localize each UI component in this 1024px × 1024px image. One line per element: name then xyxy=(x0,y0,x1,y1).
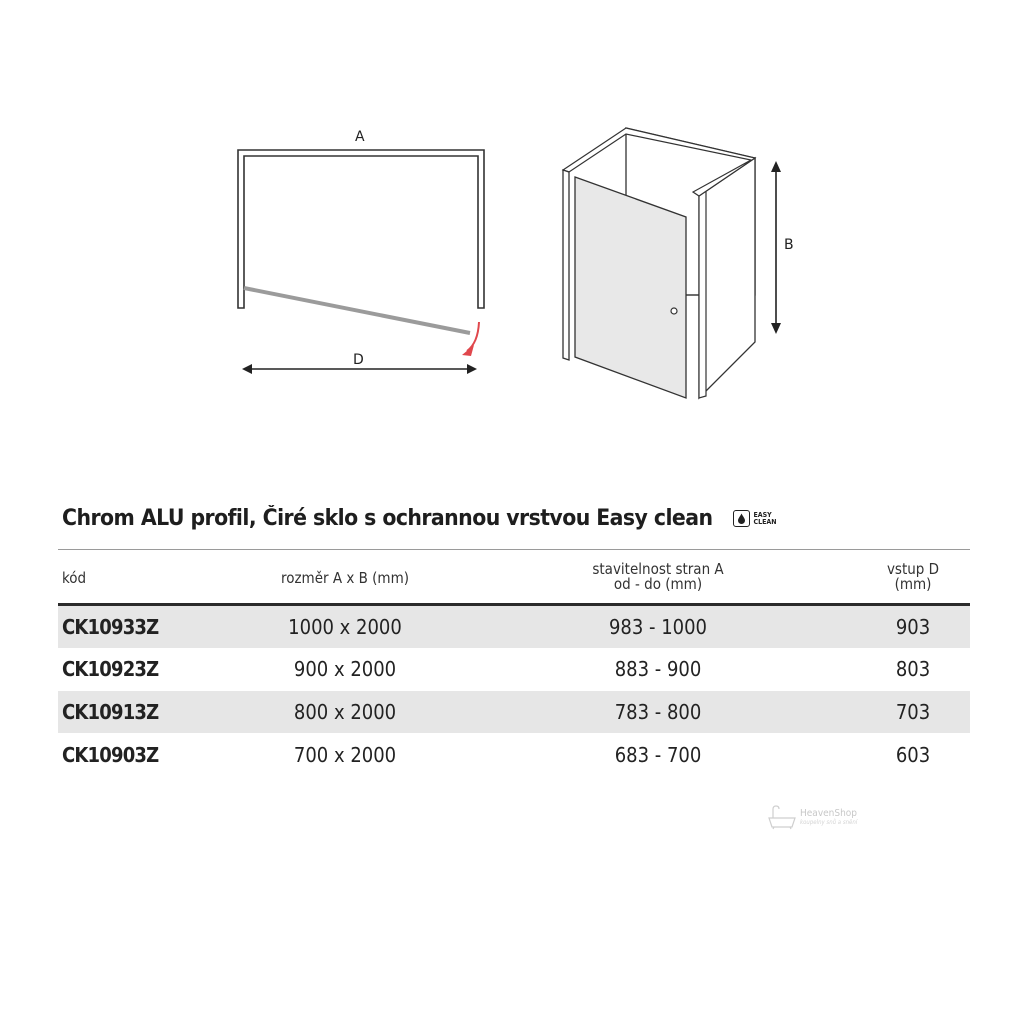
spec-title-row xyxy=(62,506,777,531)
dimension-d-right-arrowhead xyxy=(467,364,477,374)
shower-diagrams xyxy=(0,0,1024,470)
label-d: D xyxy=(353,352,364,368)
table-row xyxy=(58,648,970,690)
badge-line-1: EASY xyxy=(753,510,772,519)
cell-code: CK10903Z xyxy=(62,743,159,767)
header-entry-line-1: vstup D xyxy=(886,560,940,578)
watermark-name: HeavenShop xyxy=(800,808,858,819)
cell-entry: 603 xyxy=(895,743,931,767)
label-a: A xyxy=(355,129,365,145)
header-adjustability xyxy=(558,562,758,592)
enclosure-frame xyxy=(238,150,484,308)
cell-code: CK10913Z xyxy=(62,700,159,724)
header-adjustability-line-2: od - do (mm) xyxy=(613,575,703,593)
dimension-b-top-arrowhead xyxy=(771,161,781,172)
cell-size: 700 x 2000 xyxy=(293,743,397,767)
header-entry xyxy=(863,562,963,592)
water-drop-icon xyxy=(733,510,750,527)
left-profile xyxy=(563,170,569,360)
door-panel xyxy=(244,288,470,333)
cell-entry: 903 xyxy=(895,615,931,639)
cell-adjustability: 883 - 900 xyxy=(614,657,702,681)
heavenshop-watermark xyxy=(766,804,857,830)
cell-code: CK10923Z xyxy=(62,657,159,681)
cell-adjustability: 983 - 1000 xyxy=(608,615,708,639)
perspective-view-diagram xyxy=(563,128,794,398)
table-top-rule xyxy=(58,549,970,550)
top-view-diagram xyxy=(238,129,484,374)
header-size: rozměr A x B (mm) xyxy=(281,569,409,587)
dimension-b-bottom-arrowhead xyxy=(771,323,781,334)
dimension-d-left-arrowhead xyxy=(242,364,252,374)
header-adjustability-line-1: stavitelnost stran A xyxy=(592,560,724,578)
cell-entry: 803 xyxy=(895,657,931,681)
easy-clean-badge xyxy=(733,510,776,527)
table-row xyxy=(58,606,970,648)
label-b: B xyxy=(784,237,794,253)
opening-arrowhead xyxy=(462,345,474,356)
cell-size: 1000 x 2000 xyxy=(288,615,402,639)
table-row xyxy=(58,734,970,776)
cell-adjustability: 683 - 700 xyxy=(614,743,702,767)
header-entry-line-2: (mm) xyxy=(894,575,932,593)
spec-title: Chrom ALU profil, Čiré sklo s ochrannou vrstvou Easy clean xyxy=(62,506,713,531)
right-panel-edge xyxy=(699,191,706,398)
easy-clean-label xyxy=(753,512,776,526)
right-panel-front xyxy=(699,158,755,398)
cell-size: 800 x 2000 xyxy=(293,700,397,724)
cell-entry: 703 xyxy=(895,700,931,724)
cell-adjustability: 783 - 800 xyxy=(614,700,702,724)
cell-size: 900 x 2000 xyxy=(293,657,397,681)
watermark-tagline: koupelny snů a snění xyxy=(800,819,858,826)
table-row xyxy=(58,691,970,733)
door-handle xyxy=(671,308,677,314)
cell-code: CK10933Z xyxy=(62,615,159,639)
bathtub-icon xyxy=(766,804,798,830)
badge-line-2: CLEAN xyxy=(753,517,777,526)
header-code: kód xyxy=(62,569,87,587)
